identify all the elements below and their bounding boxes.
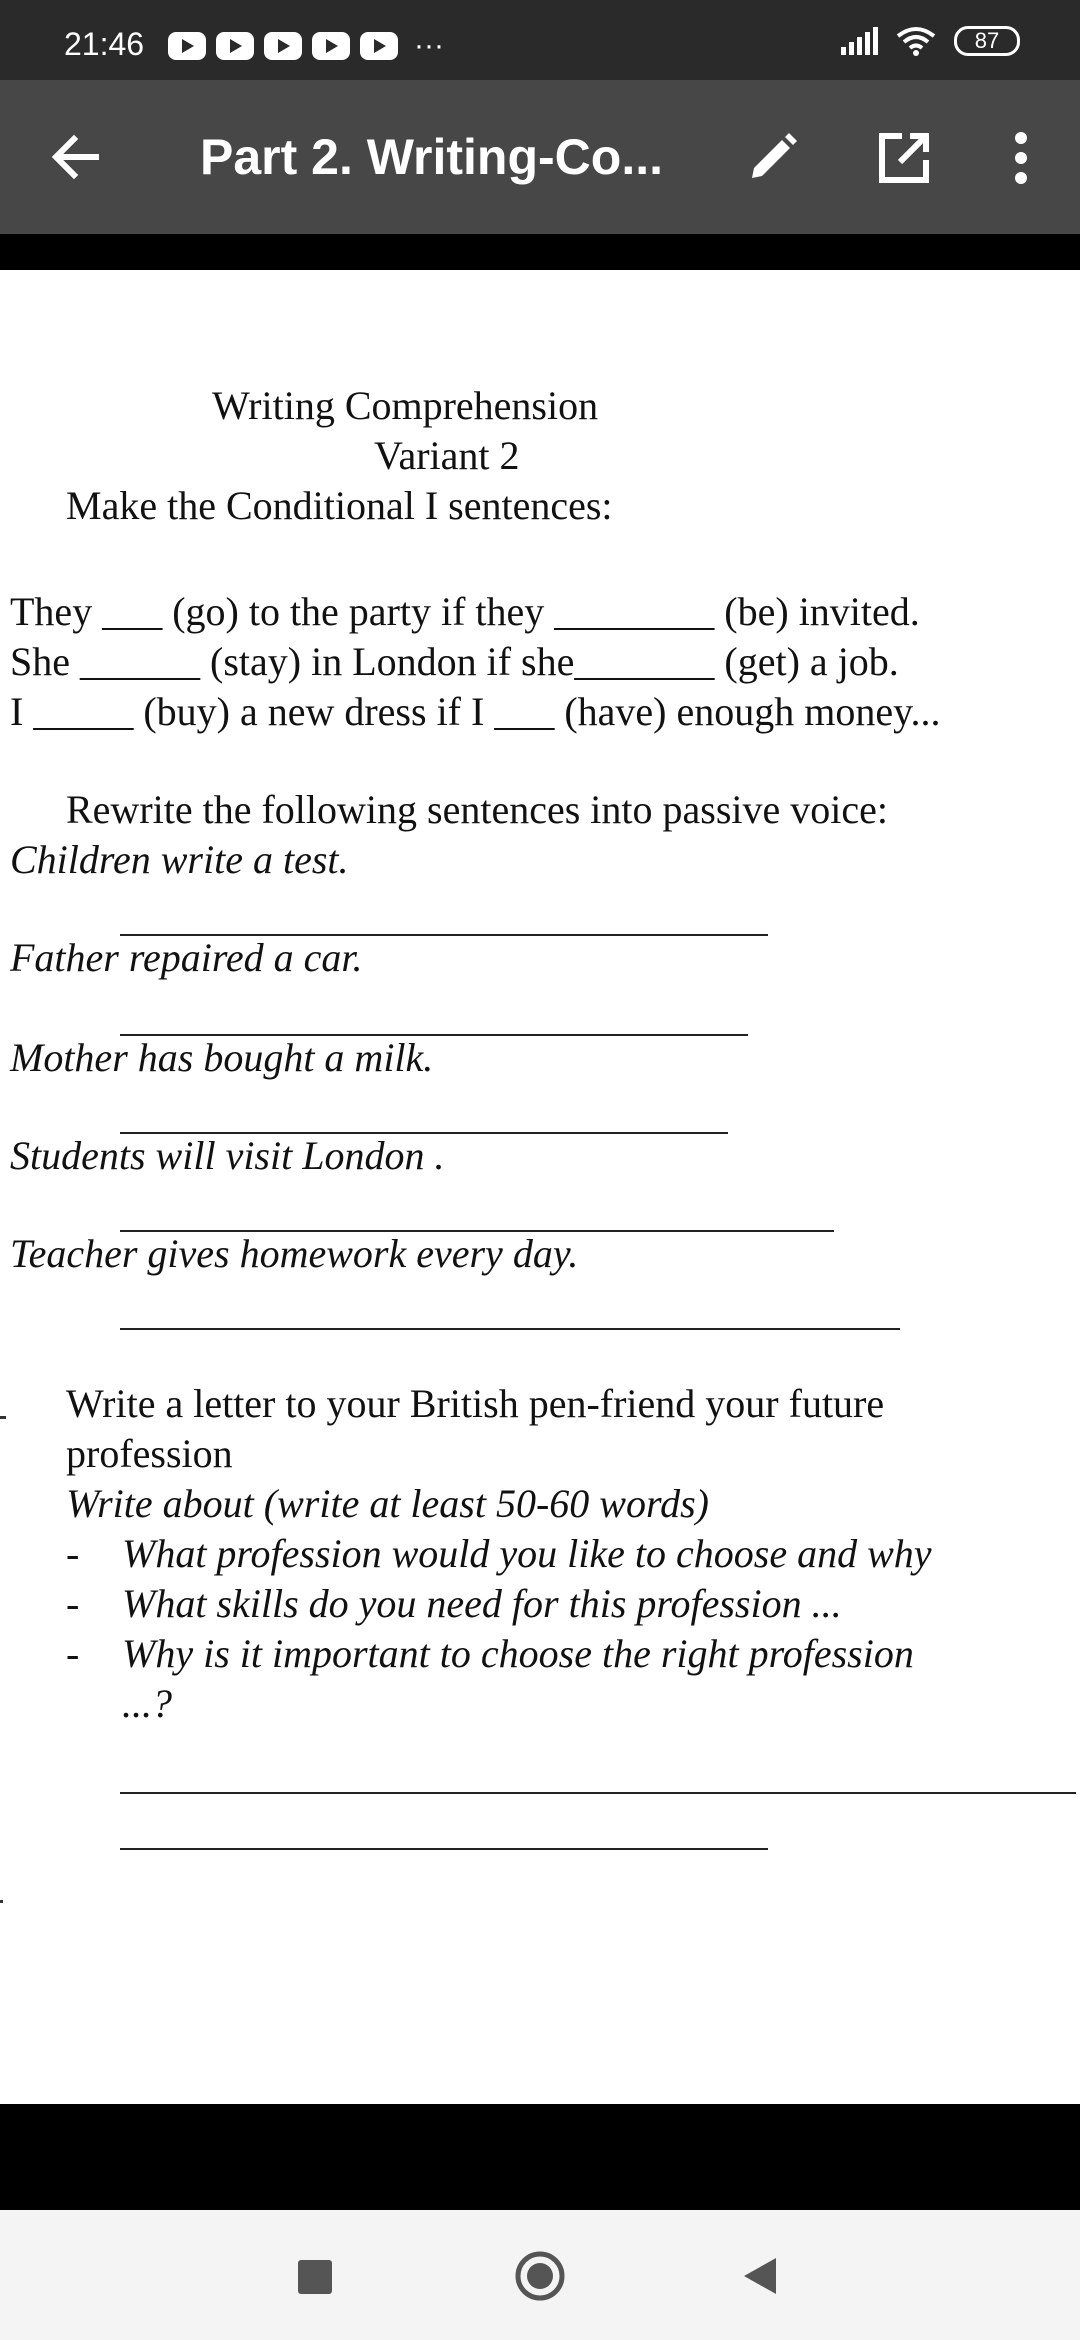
open-external-icon[interactable]: [874, 128, 934, 188]
task3-instruction: Write a letter to your British pen-friend your future: [66, 1381, 885, 1426]
youtube-icon: [264, 32, 302, 60]
conditional-sentence: They ___ (go) to the party if they ________ (be) invited.: [10, 589, 920, 634]
back-triangle-icon[interactable]: [740, 2254, 780, 2298]
answer-line: [120, 1848, 768, 1850]
bullet-marker: -: [66, 1581, 80, 1626]
youtube-icon: [168, 32, 206, 60]
document-page[interactable]: [0, 270, 1080, 2104]
margin-mark: [0, 1900, 3, 1903]
status-time: 21:46: [64, 26, 145, 62]
document-title: Part 2. Writing-Co...: [200, 129, 663, 185]
bullet-item: What profession would you like to choose and why: [122, 1531, 932, 1576]
passive-sentence: Father repaired a car.: [10, 935, 363, 980]
back-arrow-icon[interactable]: [44, 125, 108, 189]
home-icon[interactable]: [514, 2250, 566, 2302]
bullet-item: What skills do you need for this profession ...: [122, 1581, 842, 1626]
passive-sentence: Mother has bought a milk.: [10, 1035, 434, 1080]
signal-icon: [841, 27, 878, 55]
write-about-label: Write about (write at least 50-60 words): [66, 1481, 709, 1526]
bottom-divider-band: [0, 2104, 1080, 2210]
passive-sentence: Students will visit London .: [10, 1133, 445, 1178]
more-options-icon[interactable]: [996, 128, 1046, 188]
task2-instruction: Rewrite the following sentences into passive voice:: [66, 787, 889, 832]
bullet-continuation: ...?: [122, 1681, 172, 1726]
youtube-icon: [216, 32, 254, 60]
passive-sentence: Teacher gives homework every day.: [10, 1231, 579, 1276]
youtube-icon: [360, 32, 398, 60]
conditional-sentence: I _____ (buy) a new dress if I ___ (have) enough money...: [10, 689, 941, 734]
passive-sentence: Children write a test.: [10, 837, 349, 882]
doc-heading: Writing Comprehension: [212, 383, 599, 428]
top-divider-band: [0, 234, 1080, 270]
bullet-marker: -: [66, 1631, 80, 1676]
task1-instruction: Make the Conditional I sentences:: [66, 483, 613, 528]
youtube-icon: [312, 32, 350, 60]
app-bar: [0, 80, 1080, 234]
answer-line: [120, 1792, 1076, 1794]
bullet-marker: -: [66, 1531, 80, 1576]
status-indicators: [841, 26, 1020, 56]
edit-pencil-icon[interactable]: [742, 128, 802, 188]
margin-mark: [0, 1416, 6, 1419]
conditional-sentence: She ______ (stay) in London if she_______ (get) a job.: [10, 639, 899, 684]
more-notifications-icon: ···: [414, 29, 444, 62]
notification-icons: [168, 29, 444, 62]
recent-apps-icon[interactable]: [298, 2260, 332, 2294]
wifi-icon: [896, 26, 936, 56]
status-bar: [0, 0, 1080, 80]
system-navigation-bar: [0, 2210, 1080, 2340]
doc-variant: Variant 2: [374, 433, 520, 478]
bullet-item: Why is it important to choose the right profession: [122, 1631, 914, 1676]
task3-instruction-continued: profession: [66, 1431, 233, 1476]
battery-icon: 87: [954, 26, 1020, 56]
answer-line: [120, 1328, 900, 1330]
